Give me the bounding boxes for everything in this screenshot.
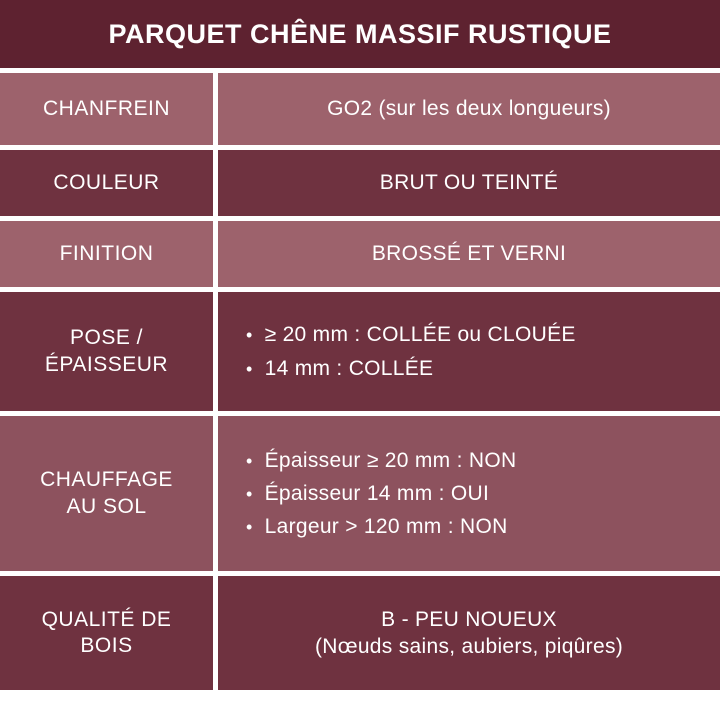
row-value-line-2: (Nœuds sains, aubiers, piqûres) [314, 635, 624, 658]
row-label-line-2: AU SOL [66, 494, 147, 518]
row-value-couleur: BRUT OU TEINTÉ [218, 150, 720, 216]
row-label-qualite-de-bois [0, 576, 213, 690]
row-label-chauffage-au-sol [0, 416, 213, 571]
row-label-finition: FINITION [0, 221, 213, 287]
row-value-finition: BROSSÉ ET VERNI [218, 221, 720, 287]
row-label-line-2: BOIS [80, 634, 133, 657]
list-item-label: Épaisseur 14 mm : OUI [264, 481, 490, 505]
bullet-icon: • [246, 325, 253, 346]
row-value-line-1: B - PEU NOUEUX [381, 607, 557, 631]
bullet-icon: • [246, 517, 253, 538]
row-value-qualite-de-bois [218, 576, 720, 690]
row-value-pose-epaisseur [218, 292, 720, 411]
list-item-label: 14 mm : COLLÉE [264, 356, 434, 380]
bullet-icon: • [246, 483, 253, 504]
table-row [0, 221, 720, 287]
table-row [0, 292, 720, 411]
list-item [246, 480, 489, 507]
list-item [246, 321, 576, 348]
table-row [0, 73, 720, 145]
bullet-icon: • [246, 450, 253, 471]
row-label-line-1: QUALITÉ DE [41, 607, 172, 631]
row-label-line-1: CHAUFFAGE [40, 468, 173, 492]
list-item-label: Largeur > 120 mm : NON [264, 515, 508, 539]
row-label-line-2: ÉPAISSEUR [44, 352, 169, 376]
row-label-pose-epaisseur [0, 292, 213, 411]
list-item [246, 355, 433, 382]
list-item-label: Épaisseur ≥ 20 mm : NON [264, 448, 517, 472]
page-title: PARQUET CHÊNE MASSIF RUSTIQUE [0, 0, 720, 68]
table-row [0, 416, 720, 571]
list-item-label: ≥ 20 mm : COLLÉE ou CLOUÉE [264, 323, 576, 347]
table-row [0, 150, 720, 216]
row-label-line-1: POSE / [69, 326, 144, 350]
table-row [0, 576, 720, 690]
row-value-chauffage-au-sol [218, 416, 720, 571]
row-label-couleur: COULEUR [0, 150, 213, 216]
list-item [246, 513, 508, 540]
bullet-icon: • [246, 358, 253, 379]
row-label-chanfrein: CHANFREIN [0, 73, 213, 145]
row-value-chanfrein: GO2 (sur les deux longueurs) [218, 73, 720, 145]
list-item [246, 447, 516, 474]
